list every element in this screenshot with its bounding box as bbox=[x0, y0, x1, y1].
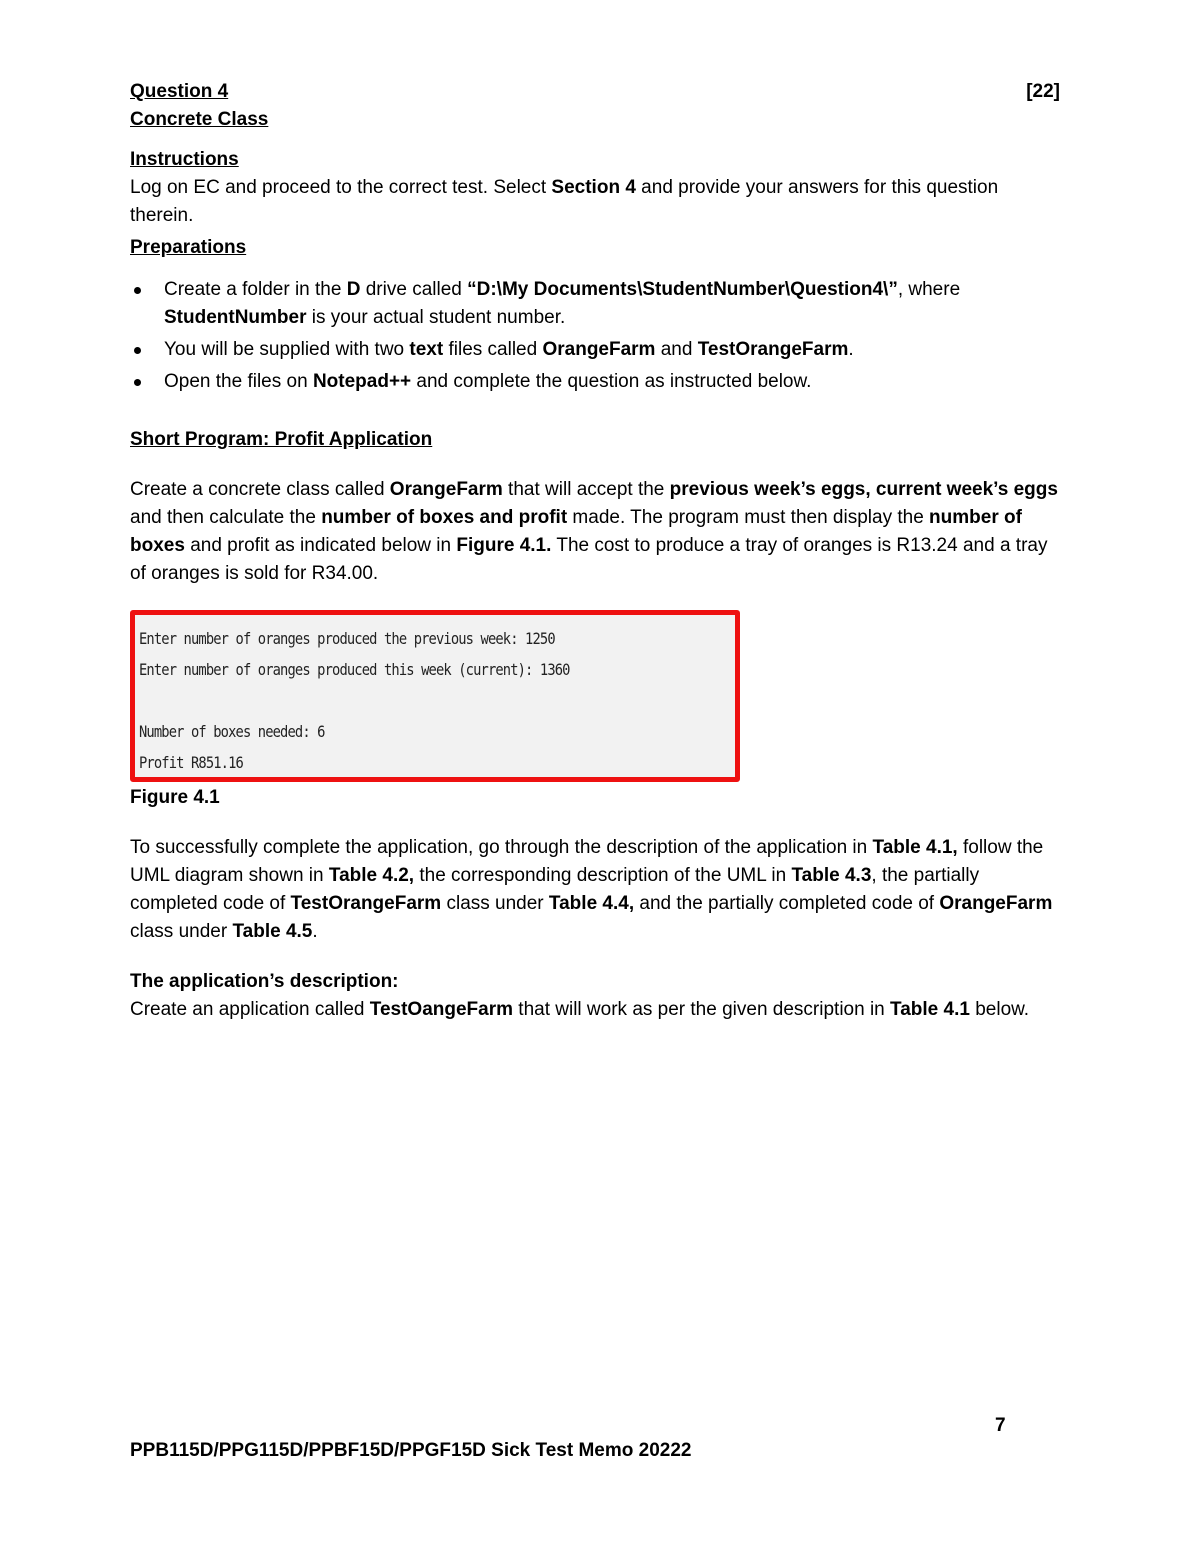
question-subtitle: Concrete Class bbox=[130, 109, 269, 130]
list-item: Open the files on Notepad++ and complete the question as instructed below. bbox=[130, 368, 1060, 396]
description-text: Create an application called TestOangeFarm that will work as per the given description in Table 4.1 below. bbox=[130, 999, 1030, 1020]
short-program-heading: Short Program: Profit Application bbox=[130, 429, 433, 450]
description-heading: The application’s description: bbox=[130, 971, 399, 992]
short-program-description: Create a concrete class called OrangeFarm that will accept the previous week’s eggs, current week’s eggs and then calculate the number of boxes and profit made. The program must then display the number of boxes and profit as indicated below in Figure 4.1. The cost to produce a tray of oranges is R13.24 and a tray of oranges is sold for R34.00. bbox=[130, 479, 1058, 584]
question-title: Question 4 bbox=[130, 81, 229, 102]
preparations-list bbox=[130, 276, 1060, 396]
completion-paragraph: To successfully complete the application, go through the description of the application in Table 4.1, follow the UML diagram shown in Table 4.2, the corresponding description of the UML in Table 4.3, the partially completed code of TestOrangeFarm class under Table 4.4, and the partially completed code of OrangeFarm class under Table 4.5. bbox=[130, 837, 1053, 942]
console-line bbox=[139, 685, 648, 716]
instructions-heading: Instructions bbox=[130, 149, 239, 170]
figure-caption: Figure 4.1 bbox=[130, 787, 220, 808]
preparations-heading: Preparations bbox=[130, 237, 247, 258]
page-number: 7 bbox=[995, 1415, 1006, 1436]
console-line: Enter number of oranges produced the previous week: 1250 bbox=[139, 629, 555, 648]
console-line: Number of boxes needed: 6 bbox=[139, 722, 325, 741]
footer-course-text: PPB115D/PPG115D/PPBF15D/PPGF15D Sick Test Memo 20222 bbox=[130, 1440, 692, 1461]
console-line: Enter number of oranges produced this week (current): 1360 bbox=[139, 660, 570, 679]
document-page bbox=[130, 78, 1060, 1024]
list-item: Create a folder in the D drive called “D:\My Documents\StudentNumber\Question4\”, where StudentNumber is your actual student number. bbox=[130, 276, 1060, 332]
list-item: You will be supplied with two text files called OrangeFarm and TestOrangeFarm. bbox=[130, 336, 1060, 364]
console-output-figure bbox=[130, 610, 740, 782]
question-marks: [22] bbox=[1026, 81, 1060, 102]
question-header bbox=[130, 78, 1060, 106]
instructions-text: Log on EC and proceed to the correct test. Select Section 4 and provide your answers for this question therein. bbox=[130, 177, 999, 226]
console-line: Profit R851.16 bbox=[139, 753, 243, 772]
